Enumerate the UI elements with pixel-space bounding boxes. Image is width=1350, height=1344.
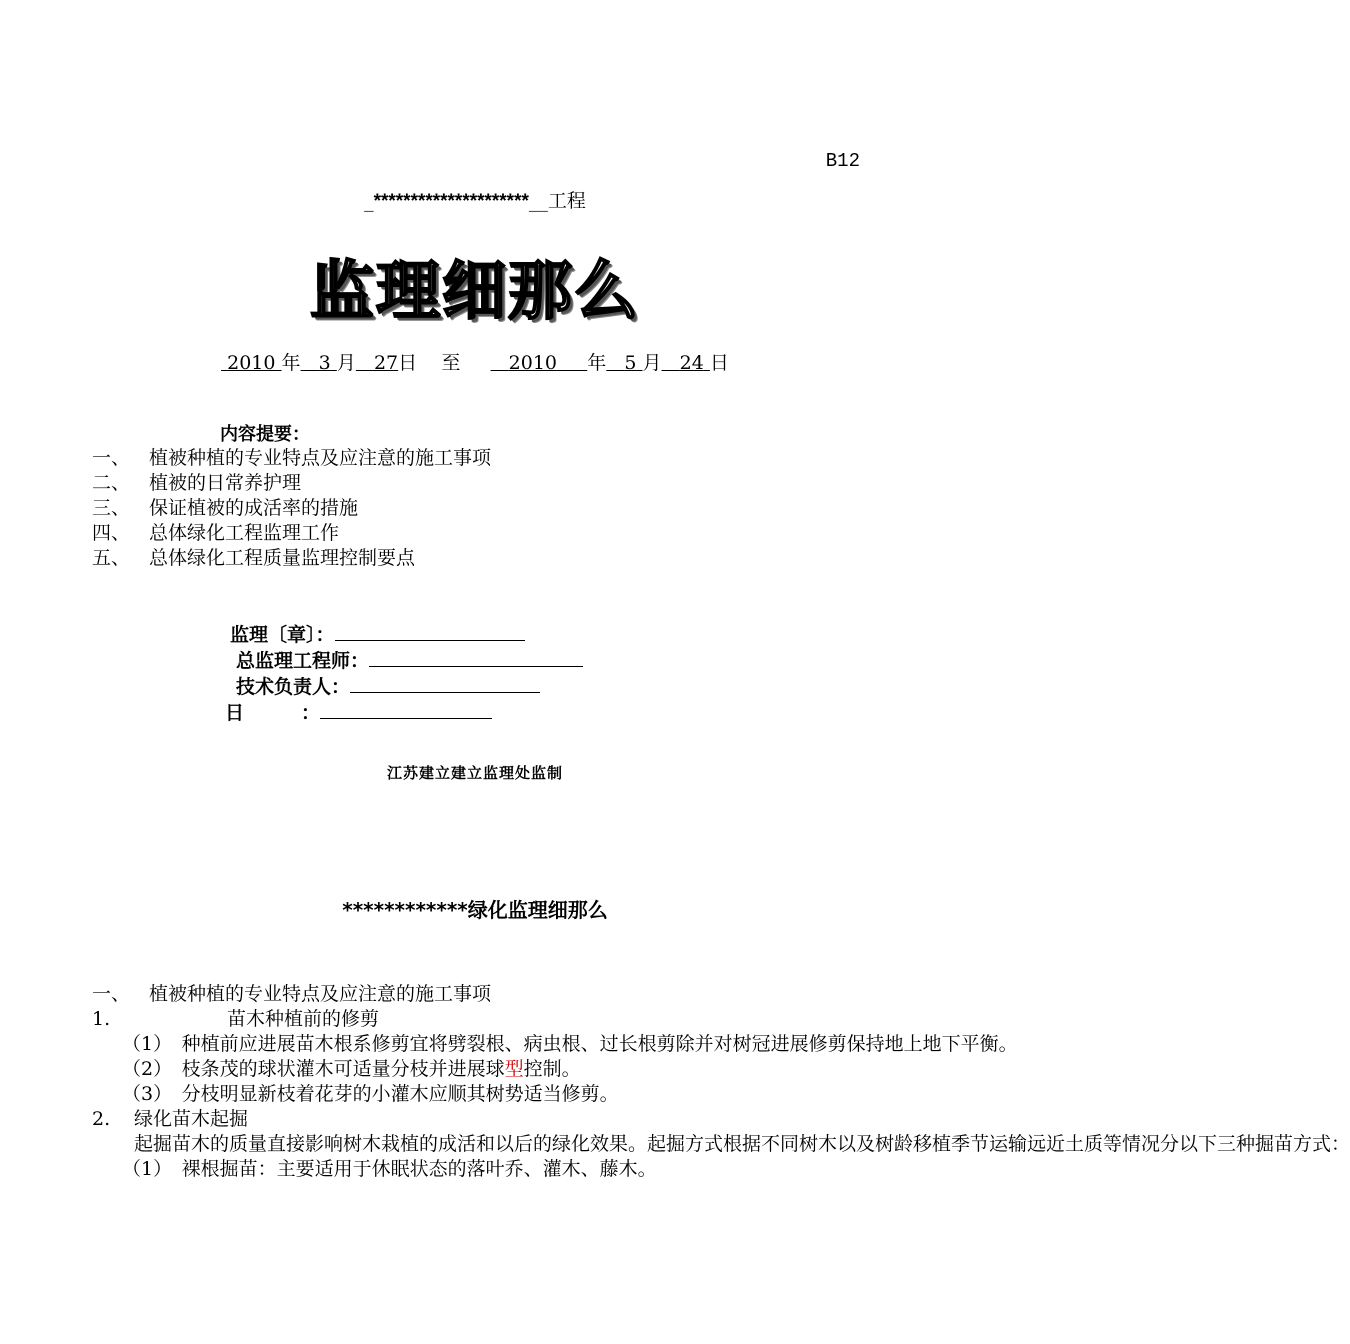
- summary-item: 五、 总体绿化工程质量监理控制要点: [92, 547, 416, 569]
- end-day: 24: [679, 352, 704, 374]
- start-day: 27: [373, 352, 399, 374]
- period-line: [0, 348, 950, 375]
- issuer-label: 江苏建立建立监理处监制: [386, 764, 563, 782]
- start-month: 3: [318, 352, 331, 374]
- paragraph-1: （1） 种植前应进展苗木根系修剪宜将劈裂根、病虫根、过长根剪除并对树冠进展修剪保持地上地下平衡。: [122, 1033, 1018, 1055]
- paragraph-5: （1） 裸根掘苗：主要适用于休眠状态的落叶乔、灌木、藤木。: [122, 1158, 657, 1180]
- end-month: 5: [624, 352, 637, 374]
- project-prefix: _: [364, 190, 374, 212]
- subheading-1: 1. 苗木种植前的修剪: [92, 1008, 380, 1030]
- summary-list: [92, 446, 491, 571]
- date-line: [320, 700, 492, 719]
- summary-item: 二、 植被的日常养护理: [92, 472, 302, 494]
- end-year: 2010: [508, 352, 558, 374]
- day-char-1: 日: [398, 352, 418, 374]
- month-char-2: 月: [642, 352, 662, 374]
- start-year: 2010: [227, 352, 276, 374]
- subheading-2: 2. 绿化苗木起掘: [92, 1108, 249, 1130]
- chief-engineer-row: 总监理工程师：: [236, 646, 583, 673]
- project-suffix: __工程: [528, 190, 586, 212]
- project-line: [0, 186, 950, 213]
- tech-leader-row: 技术负责人：: [236, 672, 540, 699]
- seal-signature-line: [335, 622, 525, 641]
- heading-1: 一、 植被种植的专业特点及应注意的施工事项: [92, 983, 492, 1005]
- year-char-2: 年: [587, 352, 607, 374]
- project-name: *********************: [373, 191, 529, 212]
- year-char-1: 年: [281, 352, 301, 374]
- tech-leader-line: [350, 674, 540, 693]
- day-char-2: 日: [709, 352, 729, 374]
- seal-signature-row: 监理〔章〕：: [230, 620, 525, 647]
- summary-item: 三、 保证植被的成活率的措施: [92, 497, 359, 519]
- summary-item: 一、 植被种植的专业特点及应注意的施工事项: [92, 447, 492, 469]
- paragraph-2: （2） 枝条茂的球状灌木可适量分枝并进展球型控制。: [122, 1058, 581, 1080]
- document-title: 监理细那么: [310, 255, 640, 329]
- chief-engineer-line: [369, 648, 583, 667]
- form-code: B12: [825, 150, 860, 172]
- to-char: 至: [441, 352, 461, 374]
- body-text: [92, 982, 1350, 1182]
- paragraph-3: （3） 分枝明显新枝着花芽的小灌木应顺其树势适当修剪。: [122, 1083, 619, 1105]
- summary-item: 四、 总体绿化工程监理工作: [92, 522, 340, 544]
- paragraph-4: 起掘苗木的质量直接影响树木栽植的成活和以后的绿化效果。起掘方式根据不同树木以及树龄移植季节运输远近土质等情况分以下三种掘苗方式：: [134, 1133, 1350, 1155]
- date-row: 日 ：: [225, 698, 492, 725]
- section-title: ************绿化监理细那么: [342, 898, 608, 922]
- summary-heading: 内容提要：: [220, 424, 310, 445]
- month-char-1: 月: [336, 352, 356, 374]
